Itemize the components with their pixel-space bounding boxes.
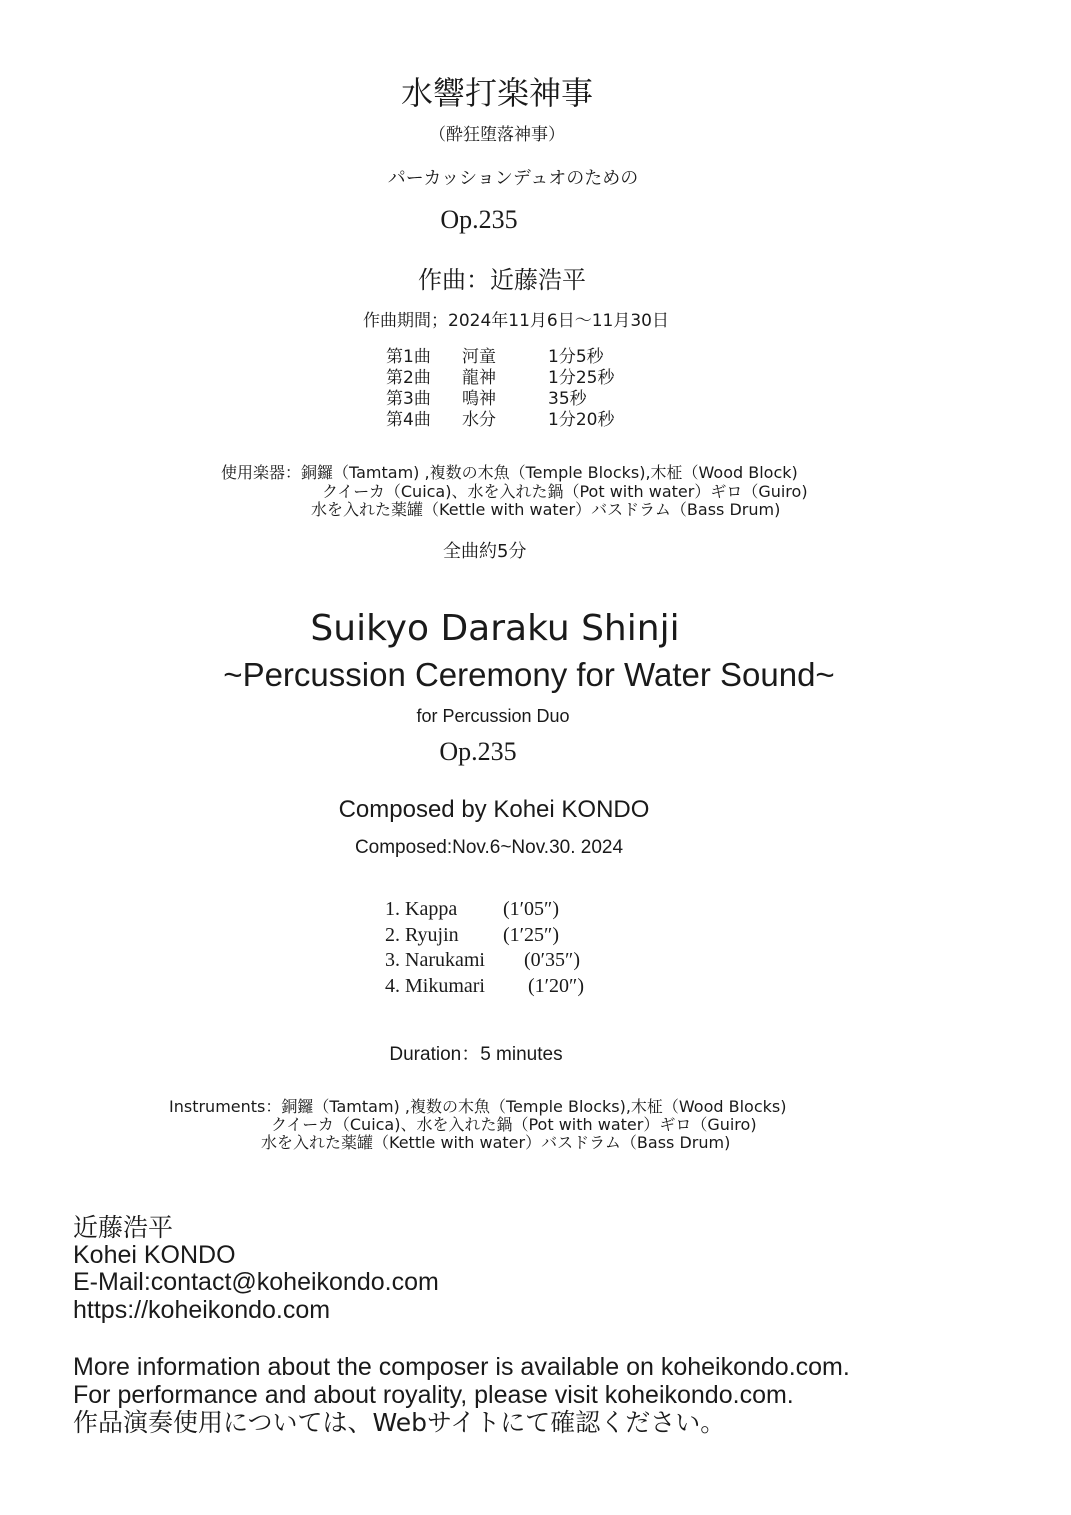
movement-duration: (1′25″) xyxy=(503,923,560,946)
email-link[interactable]: E-Mail:contact@koheikondo.com xyxy=(73,1268,439,1296)
movement-duration: (0′35″) xyxy=(524,949,581,971)
japanese-instruments-line-3: 水を入れた薬罐（Kettle with water）バスドラム（Bass Drum) xyxy=(311,500,781,519)
list-item xyxy=(386,347,614,368)
english-total-duration: Duration：5 minutes xyxy=(389,1044,563,1065)
list-item xyxy=(385,948,584,974)
list-item xyxy=(385,897,584,923)
movement-number: 第2曲 xyxy=(386,368,431,388)
japanese-total-duration: 全曲約5分 xyxy=(443,541,527,562)
english-title: Suikyo Daraku Shinji xyxy=(310,608,680,649)
english-movement-list xyxy=(385,897,584,999)
movement-name: 1. Kappa xyxy=(385,898,458,920)
website-link[interactable]: https://koheikondo.com xyxy=(73,1295,331,1324)
movement-duration: (1′20″) xyxy=(528,974,585,997)
contact-block xyxy=(73,1214,439,1324)
list-item xyxy=(386,368,614,389)
japanese-for-text: パーカッションデュオのための xyxy=(387,168,639,189)
info-line-japanese: 作品演奏使用については、Webサイトにて確認ください。 xyxy=(73,1408,726,1437)
japanese-subtitle: （酔狂堕落神事） xyxy=(429,125,565,145)
movement-duration: 1分20秒 xyxy=(548,410,615,430)
movement-name: 3. Narukami xyxy=(385,949,485,971)
movement-name: 4. Mikumari xyxy=(385,974,485,997)
japanese-instruments-line-2: クイーカ（Cuica)、水を入れた鍋（Pot with water）ギロ（Guiro) xyxy=(322,482,808,501)
movement-name: 龍神 xyxy=(462,368,496,388)
english-opus: Op.235 xyxy=(439,737,517,766)
movement-name: 2. Ryujin xyxy=(385,923,459,946)
info-block xyxy=(73,1354,850,1437)
english-instruments-line-2: クイーカ（Cuica)、水を入れた鍋（Pot with water）ギロ（Guiro) xyxy=(271,1115,757,1134)
movement-name: 鳴神 xyxy=(462,389,496,409)
english-composer: Composed by Kohei KONDO xyxy=(338,796,650,823)
english-for-text: for Percussion Duo xyxy=(416,706,570,726)
english-subtitle: ~Percussion Ceremony for Water Sound~ xyxy=(223,656,835,693)
list-item xyxy=(386,389,614,410)
japanese-title: 水響打楽神事 xyxy=(400,74,594,112)
movement-duration: 1分25秒 xyxy=(548,368,615,388)
composer-name-english: Kohei KONDO xyxy=(73,1240,236,1269)
composer-name-japanese: 近藤浩平 xyxy=(73,1213,174,1242)
list-item xyxy=(385,974,584,1000)
movement-duration: 35秒 xyxy=(548,389,587,409)
movement-number: 第4曲 xyxy=(386,410,431,430)
japanese-movement-list xyxy=(386,347,614,431)
movement-number: 第1曲 xyxy=(386,347,431,367)
japanese-instruments-line-1: 使用楽器：銅鑼（Tamtam) ,複数の木魚（Temple Blocks),木柾（Wood Block) xyxy=(221,463,798,482)
english-instruments-line-3: 水を入れた薬罐（Kettle with water）バスドラム（Bass Drum) xyxy=(261,1133,731,1152)
movement-name: 水分 xyxy=(462,410,496,430)
movement-duration: (1′05″) xyxy=(503,898,560,920)
english-instruments-line-1: Instruments：銅鑼（Tamtam) ,複数の木魚（Temple Blocks),木柾（Wood Blocks) xyxy=(169,1097,787,1116)
list-item xyxy=(385,923,584,949)
movement-duration: 1分5秒 xyxy=(548,347,604,367)
info-line-composer: More information about the composer is available on koheikondo.com. xyxy=(73,1353,850,1381)
movement-number: 第3曲 xyxy=(386,389,431,409)
japanese-composer: 作曲：近藤浩平 xyxy=(418,266,586,294)
info-line-performance: For performance and about royality, please visit koheikondo.com. xyxy=(73,1380,794,1409)
japanese-composition-period: 作曲期間；2024年11月6日〜11月30日 xyxy=(363,311,669,331)
movement-name: 河童 xyxy=(462,347,496,367)
english-composition-period: Composed:Nov.6~Nov.30. 2024 xyxy=(354,837,624,858)
list-item xyxy=(386,410,614,431)
japanese-opus: Op.235 xyxy=(440,205,518,234)
